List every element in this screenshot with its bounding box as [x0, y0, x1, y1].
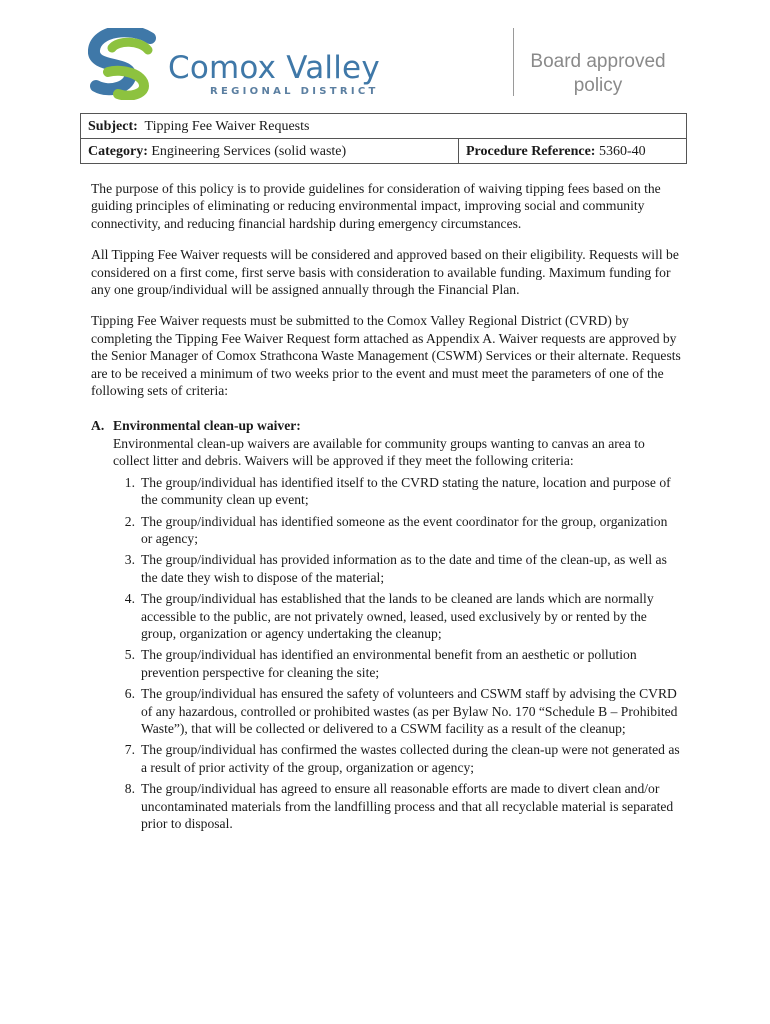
- procedure-value: 5360-40: [598, 143, 646, 159]
- header-divider: [513, 28, 514, 96]
- subject-label: Subject:: [88, 118, 138, 134]
- criterion-text: The group/individual has established that the lands to be cleaned are lands which are normally accessible to the public, are not privately owned, leased, used exclusively by or rented by the group, organization or agency undertaking the cleanup;: [141, 591, 654, 641]
- section-a-heading: [91, 417, 681, 434]
- section-a-description: Environmental clean-up waivers are available for community groups wanting to canvas an area to collect litter and debris. Waivers will be approved if they meet the following criteria:: [113, 435, 645, 469]
- category-label: Category:: [88, 143, 148, 159]
- submission-paragraph: Tipping Fee Waiver requests must be submitted to the Comox Valley Regional District (CVRD) by completing the Tipping Fee Waiver Request form attached as Appendix A. Waiver requests are approved by the Senior Manager of Comox Strathcona Waste Management (CSWM) Services or their alternate. Requests are to be received a minimum of two weeks prior to the event and must meet the parameters of one of the following sets of criteria:: [91, 313, 681, 399]
- policy-status-line1: Board approved: [530, 51, 666, 72]
- criterion-text: The group/individual has identified an environmental benefit from an aesthetic or pollution prevention perspective for cleaning the site;: [141, 647, 637, 680]
- criterion-number: 5.: [124, 647, 135, 663]
- list-item: [91, 780, 681, 832]
- logo-subtitle: REGIONAL DISTRICT: [210, 86, 379, 97]
- list-item: [91, 513, 681, 548]
- category-row: [81, 139, 687, 164]
- criterion-number: 6.: [124, 686, 135, 702]
- list-item: [91, 685, 681, 737]
- criterion-text: The group/individual has identified someone as the event coordinator for the group, organization or agency;: [141, 513, 668, 546]
- cvrd-logo: [88, 28, 388, 100]
- policy-body: [91, 180, 681, 836]
- criterion-number: 1.: [124, 474, 135, 490]
- procedure-label: Procedure Reference:: [466, 143, 596, 159]
- section-a-title: Environmental clean-up waiver:: [113, 418, 301, 434]
- criterion-number: 4.: [124, 591, 135, 607]
- swoosh-logo-icon: [88, 28, 164, 100]
- list-item: [91, 474, 681, 509]
- list-item: [91, 741, 681, 776]
- category-cell: [81, 139, 459, 164]
- policy-info-table: [80, 113, 687, 164]
- criterion-text: The group/individual has ensured the safety of volunteers and CSWM staff by advising the CVRD of any hazardous, controlled or prohibited wastes (as per Bylaw No. 170 “Schedule B – Prohibited Waste”), that will be collected or delivered to a CSWM facility as a result of the cleanup;: [141, 686, 678, 736]
- criterion-text: The group/individual has confirmed the wastes collected during the clean-up were not generated as a result of prior activity of the group, organization or agency;: [141, 742, 680, 775]
- eligibility-paragraph: All Tipping Fee Waiver requests will be considered and approved based on their eligibility. Requests will be considered on a first come, first serve basis with consideration to available funding. Maximum funding for any one group/individual will be assigned annually through the Financial Plan.: [91, 247, 679, 298]
- subject-row: [81, 114, 687, 139]
- criterion-text: The group/individual has agreed to ensure all reasonable efforts are made to divert clean and/or uncontaminated materials from the landfilling process and that all recyclable material is separated prior to disposal.: [141, 781, 674, 831]
- procedure-cell: [459, 139, 687, 164]
- criterion-text: The group/individual has identified itself to the CVRD stating the nature, location and purpose of the community clean up event;: [141, 474, 671, 508]
- logo-name: Comox Valley: [168, 50, 380, 86]
- criterion-number: 2.: [124, 513, 135, 529]
- criterion-number: 3.: [124, 552, 135, 568]
- criterion-text: The group/individual has provided information as to the date and time of the clean-up, as well as the date they wish to dispose of the material;: [141, 552, 667, 585]
- subject-value: Tipping Fee Waiver Requests: [144, 118, 310, 134]
- category-value: Engineering Services (solid waste): [151, 143, 347, 159]
- policy-status-line2: policy: [573, 75, 623, 96]
- subject-cell: [81, 114, 687, 139]
- list-item: [91, 590, 681, 642]
- list-item: [91, 551, 681, 586]
- criteria-list: [91, 474, 681, 833]
- criterion-number: 8.: [124, 781, 135, 797]
- criterion-number: 7.: [124, 742, 135, 758]
- purpose-paragraph: The purpose of this policy is to provide guidelines for consideration of waiving tipping fees based on the guiding principles of eliminating or reducing environmental impact, improving social and community connectivity, and reducing financial hardship during emergency circumstances.: [91, 181, 661, 231]
- section-a-letter: A.: [91, 418, 105, 434]
- policy-status: [528, 50, 668, 98]
- section-a: [91, 417, 681, 832]
- list-item: [91, 646, 681, 681]
